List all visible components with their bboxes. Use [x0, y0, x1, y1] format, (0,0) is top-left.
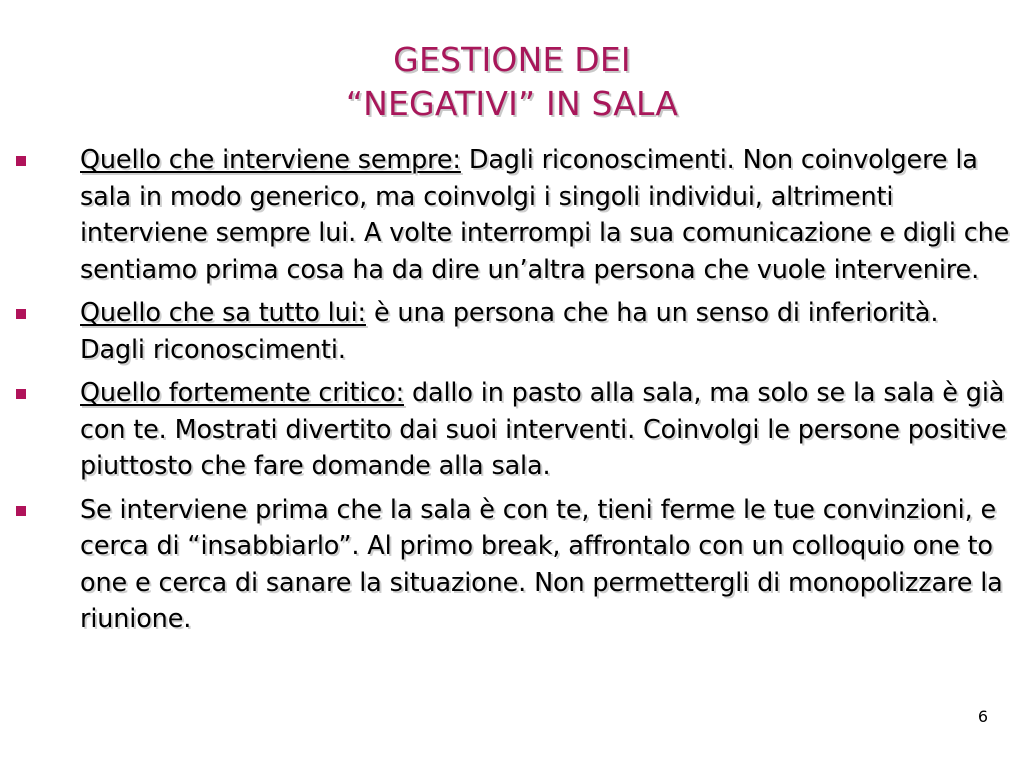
bullet-item-3: [0, 375, 1024, 485]
bullet-text: Se interviene prima che la sala è con te, tieni ferme le tue convinzioni, e cerca di “insabbiarlo”. Al primo break, affrontalo con un colloquio one to one e cerca di sanare la situazione. Non permettergli di monopolizzare la riunione.: [80, 494, 1003, 634]
square-bullet-icon: [16, 309, 26, 319]
bullet-lead: Quello che interviene sempre:: [80, 145, 461, 175]
bullet-item-2: [0, 295, 1024, 368]
bullet-text: dallo in pasto alla sala, ma solo se la sala è già con te. Mostrati divertito dai suoi interventi. Coinvolgi le persone positive piuttosto che fare domande alla sala.: [80, 378, 1007, 481]
bullet-text: è una persona che ha un senso di inferiorità. Dagli riconoscimenti.: [80, 298, 939, 365]
slide-page-number: 6: [977, 707, 988, 726]
bullet-item-4: [0, 492, 1024, 638]
square-bullet-icon: [16, 156, 26, 166]
bullet-text: Dagli riconoscimenti. Non coinvolgere la sala in modo generico, ma coinvolgi i singoli individui, altrimenti interviene sempre lui. A volte interrompi la sua comunicazione e digli che sentiamo prima cosa ha da dire un’altra persona che vuole intervenire.: [80, 145, 1010, 285]
square-bullet-icon: [16, 506, 26, 516]
slide-title-line-2: “NEGATIVI” IN SALA: [345, 84, 679, 123]
bullet-item-1: [0, 142, 1024, 288]
slide-title: [0, 38, 1024, 126]
bullet-lead: Quello che sa tutto lui:: [80, 298, 366, 328]
slide-title-line-1: GESTIONE DEI: [393, 40, 631, 79]
square-bullet-icon: [16, 389, 26, 399]
bullet-lead: Quello fortemente critico:: [80, 378, 405, 408]
bullet-list: [0, 142, 1024, 645]
